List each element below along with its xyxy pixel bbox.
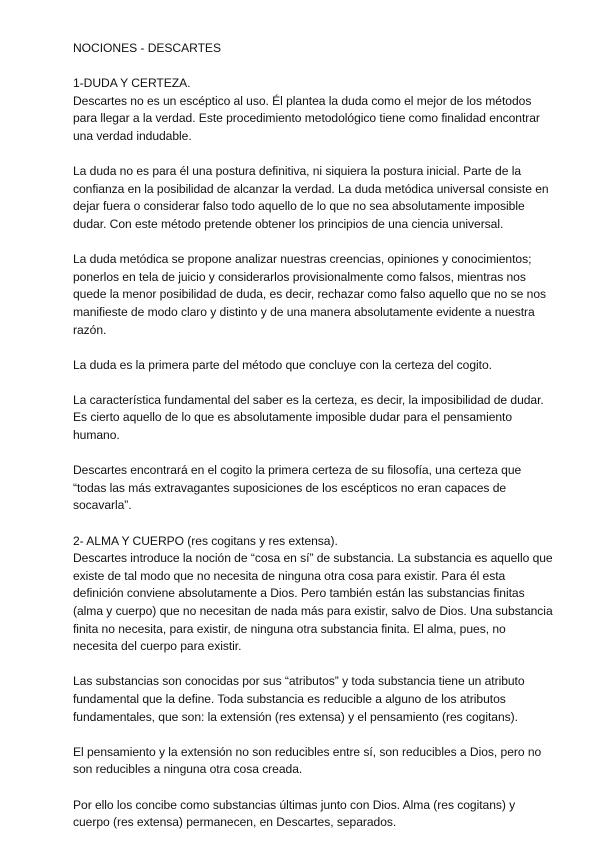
paragraph: Descartes no es un escéptico al uso. Él plantea la duda como el mejor de los métodos para llegar a la verdad. Este procedimiento metodológico tiene como finalidad encontrar una verdad indudable. <box>73 93 540 143</box>
paragraph: Las substancias son conocidas por sus “atributos” y toda substancia tiene un atributo fundamental que la define. Toda substancia es reducible a alguno de los atributos fundamentales, que son: la extensión (res extensa) y el pensamiento (res cogitans). <box>73 674 525 724</box>
section-heading: 1-DUDA Y CERTEZA. <box>73 76 191 91</box>
section-heading: 2- ALMA Y CUERPO (res cogitans y res extensa). <box>73 533 338 548</box>
paragraph: La duda metódica se propone analizar nuestras creencias, opiniones y conocimientos; ponerlos en tela de juicio y considerarlos provisionalmente como falsos, mientras nos quede la menor posibilidad de duda, es decir, rechazar como falso aquello que no se nos manifieste de modo claro y distinto y de una manera absolutamente evidente a nuestra razón. <box>73 252 546 337</box>
paragraph: Descartes encontrará en el cogito la primera certeza de su filosofía, una certeza que “todas las más extravagantes suposiciones de los escépticos no eran capaces de socavarla”. <box>73 463 522 513</box>
paragraph: La duda no es para él una postura definitiva, ni siquiera la postura inicial. Parte de la confianza en la posibilidad de alcanzar la verdad. La duda metódica universal consiste en dejar fuera o considerar falso todo aquello de lo que no sea absolutamente imposible dudar. Con este método pretende obtener los principios de una ciencia universal. <box>73 164 549 231</box>
document-title: NOCIONES - DESCARTES <box>73 41 221 55</box>
paragraph: La característica fundamental del saber es la certeza, es decir, la imposibilidad de dudar. Es cierto aquello de lo que es absolutamente imposible dudar para el pensamiento humano. <box>73 392 544 443</box>
document-page <box>73 40 553 832</box>
section-duda-y-certeza <box>73 75 553 515</box>
section-alma-y-cuerpo <box>73 533 553 832</box>
paragraph: Descartes introduce la noción de “cosa en sí” de substancia. La substancia es aquello que existe de tal modo que no necesita de ninguna otra cosa para existir. Para él esta definición conviene absolutamente a Dios. Pero también están las substancias finitas (alma y cuerpo) que no necesitan de nada más para existir, salvo de Dios. Una substancia finita no necesita, para existir, de ninguna otra substancia finita. El alma, pues, no necesita del cuerpo para existir. <box>73 551 553 654</box>
paragraph: La duda es la primera parte del método que concluye con la certeza del cogito. <box>73 357 492 372</box>
paragraph: Por ello los concibe como substancias últimas junto con Dios. Alma (res cogitans) y cuerpo (res extensa) permanecen, en Descartes, separados. <box>73 797 516 830</box>
paragraph: El pensamiento y la extensión no son reducibles entre sí, son reducibles a Dios, pero no son reducibles a ninguna otra cosa creada. <box>73 744 542 777</box>
